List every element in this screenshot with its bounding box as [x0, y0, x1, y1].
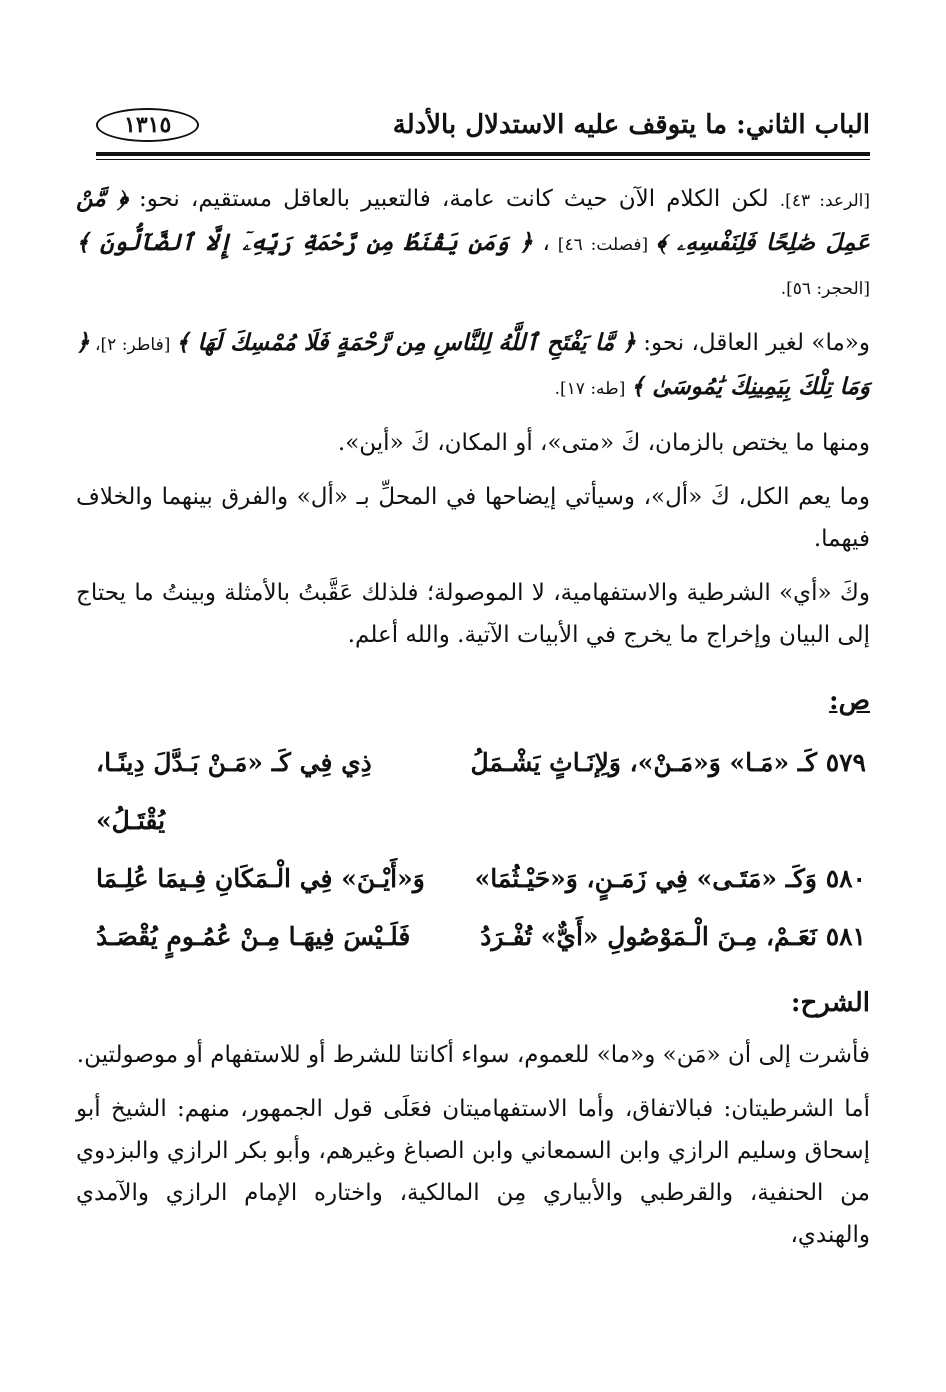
paragraph-text: لكن الكلام الآن حيث كانت عامة، فالتعبير بالعاقل مستقيم، نحو: [127, 186, 780, 212]
quran-quote: ﴿ وَمَا تِلْكَ بِيَمِينِكَ يَٰمُوسَىٰ ﴾ [76, 329, 870, 400]
page-number-badge: ١٣١٥ [96, 108, 199, 142]
poem-label: ص: [828, 686, 870, 716]
paragraph-5: وكَ «أي» الشرطية والاستفهامية، لا الموصولة؛ فلذلك عَقَّبتُ بالأمثلة وبينتُ ما يحتاج إلى البيان وإخراج ما يخرج في الأبيات الآتية. والله أعلم. [76, 580, 871, 648]
page-header [96, 100, 870, 150]
paragraph-1 [76, 178, 870, 310]
header-rule-thin [96, 159, 870, 160]
quran-quote: ﴿ مَّا يَفْتَحِ ٱللَّهُ لِلنَّاسِ مِن رَّحْمَةٍ فَلَا مُمْسِكَ لَهَا ﴾ [175, 329, 636, 356]
verse-reference: [فاطر: ٢]، [89, 335, 176, 355]
poem-verse [76, 734, 870, 850]
verse-reference: [طه: ١٧]. [554, 379, 631, 399]
chapter-title: الباب الثاني: ما يتوقف عليه الاستدلال بالأدلة [392, 110, 870, 140]
quran-quote: ﴿ وَمَن يَقْنَطُ مِن رَّحْمَةِ رَبِّهِۦٓ إِلَّا ٱلضَّآلُّونَ ﴾ [76, 229, 533, 256]
verse-first-hemistich: ٥٨١ نَعَـمْ، مِـنَ الْـمَوْصُولِ «أَيٌّ» تُفْـرَدُ [480, 922, 866, 951]
verse-second-hemistich: ذِي فِي كَـ «مَـنْ بَـدَّلَ دِينًـا، يُقْتَـلُ» [96, 748, 372, 835]
verse-reference: [فصلت: ٤٦] [549, 235, 657, 255]
paragraph-2 [76, 322, 870, 410]
verse-reference: [الحجر: ٥٦]. [780, 279, 870, 299]
verse-second-hemistich: فَلَـيْسَ فِيهَـا مِـنْ عُمُـومٍ يُقْصَـدُ [96, 922, 411, 951]
paragraph-text: ، [532, 230, 550, 256]
paragraph-3: ومنها ما يختص بالزمان، كَ «متى»، أو المكان، كَ «أين». [337, 430, 870, 456]
verse-second-hemistich: وَ«أَيْـنَ» فِي الْـمَكَانِ فِـيمَا عُلِـمَا [96, 864, 425, 893]
verse-reference: [الرعد: ٤٣]. [779, 191, 870, 211]
paragraph-7: أما الشرطيتان: فبالاتفاق، وأما الاستفهاميتان فعَلَى قول الجمهور، منهم: الشيخ أبو إسحاق وسليم الرازي وابن السمعاني وابن الصباغ وغيرهم، وأبو بكر الرازي والبزدوي من الحنفية، والقرطبي والأبياري مِن المالكية، واختاره الإمام الرازي والآمدي والهندي، [76, 1096, 870, 1248]
quran-quote: ﴿ مَّنْ عَمِلَ صَٰلِحًا فَلِنَفْسِهِۦ ﴾ [76, 185, 870, 256]
commentary-label: الشرح: [790, 988, 870, 1018]
paragraph-text: و«ما» لغير العاقل، نحو: [635, 330, 870, 356]
header-rule-thick [96, 152, 870, 156]
poem-verse [76, 908, 870, 966]
paragraph-6: فأشرت إلى أن «مَن» و«ما» للعموم، سواء أكانتا للشرط أو للاستفهام أو موصولتين. [76, 1042, 870, 1068]
poem-verses [76, 734, 870, 966]
verse-first-hemistich: ٥٧٩ كَـ «مَـا» وَ«مَـنْ»، وَلِإنَـاثٍ يَشْـمَلُ [470, 748, 866, 777]
paragraph-4: وما يعم الكل، كَ «أل»، وسيأتي إيضاحها في المحلِّ بـ «أل» والفرق بينهما والخلاف فيهما. [76, 484, 871, 552]
page-content [76, 178, 870, 1268]
poem-verse [76, 850, 870, 908]
verse-first-hemistich: ٥٨٠ وَكَـ «مَتَـى» فِي زَمَـنٍ، وَ«حَيْـثُمَا» [474, 864, 866, 893]
